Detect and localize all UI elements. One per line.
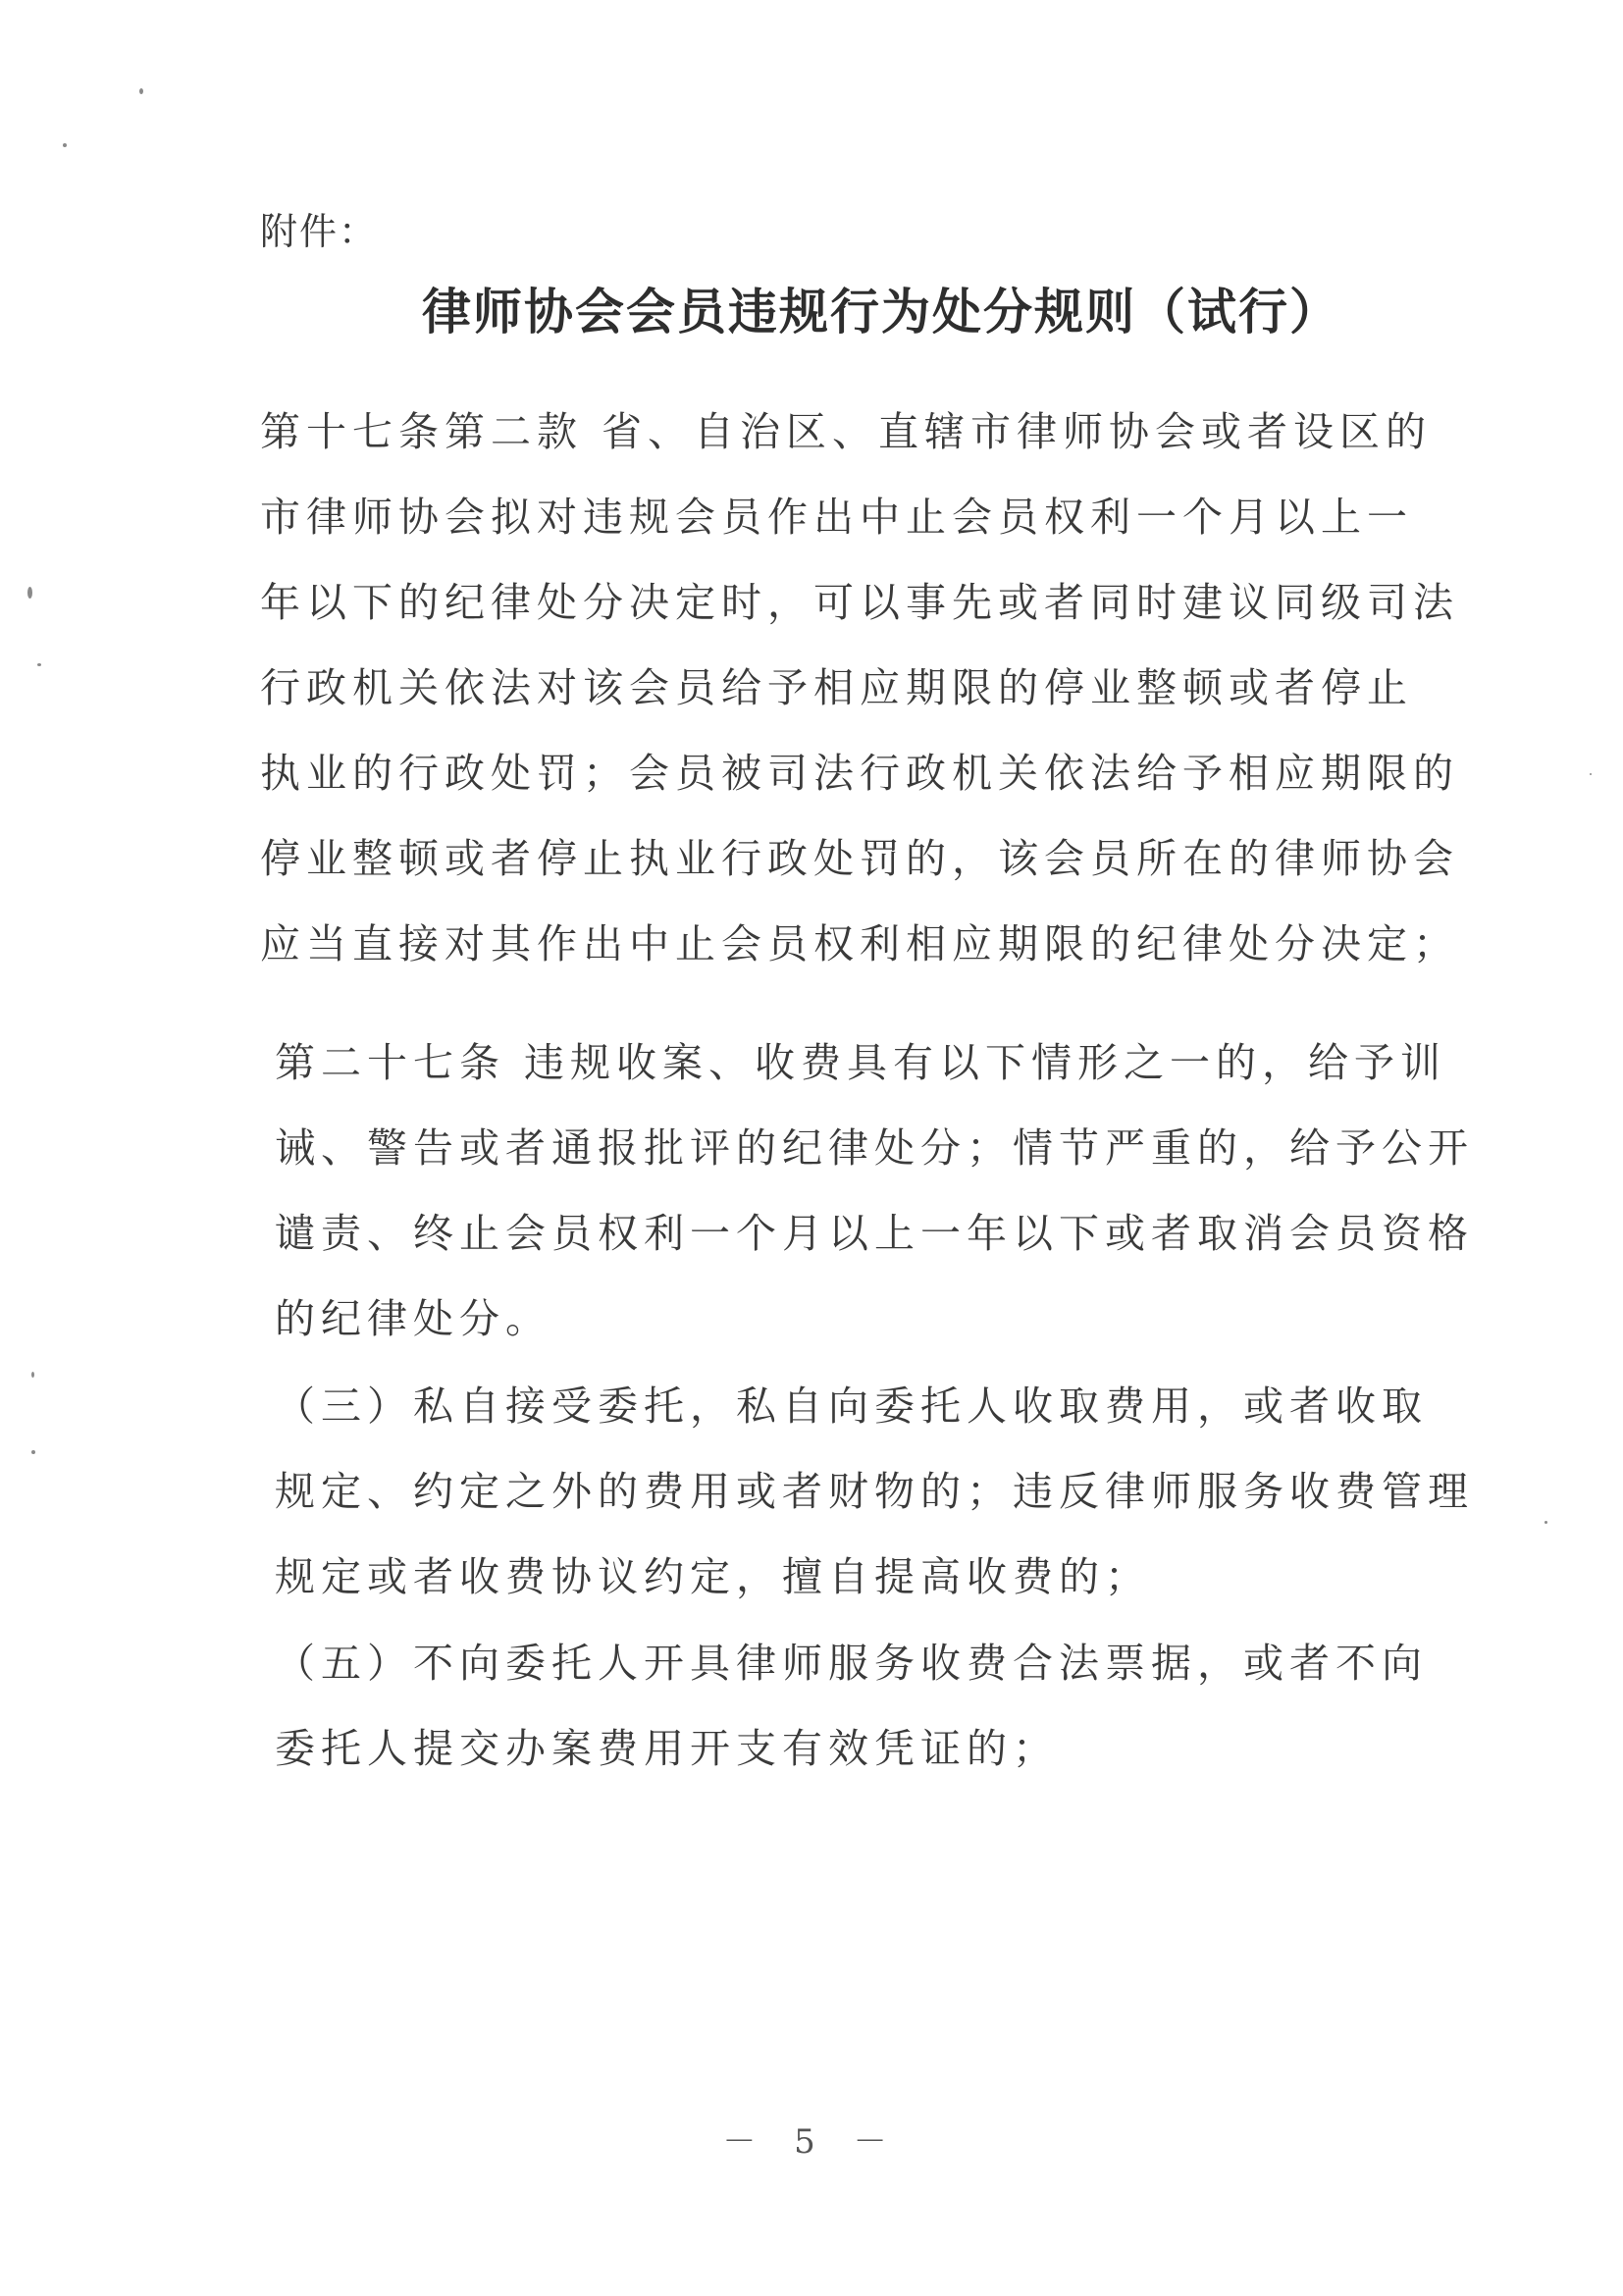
- text-line: 的纪律处分。: [275, 1295, 551, 1342]
- text-line: 停业整顿或者停止执业行政处罚的，该会员所在的律师协会: [260, 835, 1459, 882]
- text-line: 市律师协会拟对违规会员作出中止会员权利一个月以上一: [260, 494, 1413, 541]
- attachment-label: 附件：: [260, 210, 379, 253]
- scan-speck: [139, 88, 143, 94]
- scan-speck: [31, 1450, 35, 1454]
- scan-speck: [27, 587, 32, 599]
- text-line: 规定或者收费协议约定，擅自提高收费的；: [275, 1553, 1151, 1600]
- text-line: 行政机关依法对该会员给予相应期限的停业整顿或者停止: [260, 664, 1413, 711]
- text-line: 第二十七条 违规收案、收费具有以下情形之一的，给予训: [275, 1039, 1447, 1086]
- text-line: 执业的行政处罚；会员被司法行政机关依法给予相应期限的: [260, 750, 1459, 797]
- scan-speck: [63, 143, 67, 147]
- scan-speck: [1590, 773, 1592, 775]
- text-line: 委托人提交办案费用开支有效凭证的；: [275, 1725, 1059, 1772]
- text-line: 谴责、终止会员权利一个月以上一年以下或者取消会员资格: [275, 1210, 1474, 1257]
- text-line: （五）不向委托人开具律师服务收费合法票据，或者不向: [275, 1640, 1428, 1687]
- text-line: 年以下的纪律处分决定时，可以事先或者同时建议同级司法: [260, 579, 1459, 626]
- scan-speck: [31, 1372, 34, 1378]
- text-line: 规定、约定之外的费用或者财物的；违反律师服务收费管理: [275, 1468, 1474, 1515]
- document-title: 律师协会会员违规行为处分规则（试行）: [422, 283, 1340, 340]
- paragraph-article-17: [260, 390, 1459, 987]
- text-line: 第十七条第二款 省、自治区、直辖市律师协会或者设区的: [260, 408, 1433, 455]
- page-number: － 5 －: [722, 2122, 901, 2162]
- text-line: 诫、警告或者通报批评的纪律处分；情节严重的，给予公开: [275, 1124, 1474, 1172]
- paragraph-item-3: [275, 1364, 1474, 1620]
- text-line: （三）私自接受委托，私自向委托人收取费用，或者收取: [275, 1383, 1428, 1430]
- paragraph-article-27: [275, 1020, 1474, 1362]
- scan-speck: [37, 663, 41, 666]
- paragraph-item-5: [275, 1621, 1428, 1792]
- scan-speck: [1544, 1521, 1547, 1524]
- text-line: 应当直接对其作出中止会员权利相应期限的纪律处分决定；: [260, 920, 1459, 967]
